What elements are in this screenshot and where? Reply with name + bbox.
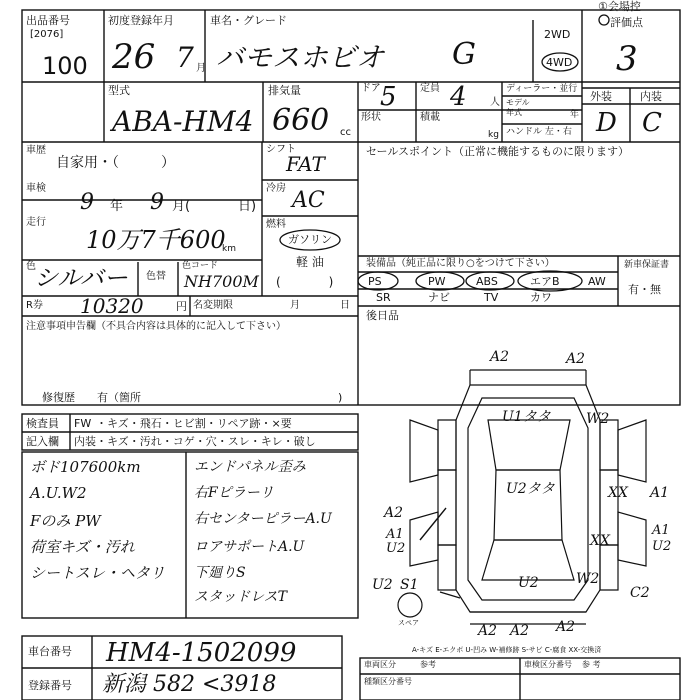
drive-4wd: 4WD [546, 56, 573, 69]
registration-label: 登録番号 [28, 679, 72, 692]
remark-left-3: Fのみ PW [30, 512, 101, 530]
remark-right-1: エンドパネル歪み [194, 459, 306, 475]
equipment-ps: PS [368, 275, 382, 288]
equipment-tv: TV [484, 291, 499, 304]
shift: FAT [286, 152, 325, 176]
diagram-mark: A2 [510, 623, 530, 639]
diagram-mark: A2 [490, 349, 510, 365]
usage-value: 自家用・（ ） [56, 155, 175, 171]
diagram-mark: A2 [566, 351, 586, 367]
chassis-number: HM4-1502099 [106, 638, 297, 668]
inspection-month: 9 [150, 190, 164, 215]
ac-label: 冷房 [266, 183, 286, 194]
diagram-mark: A1 [652, 523, 670, 538]
equipment-abs: ABS [476, 275, 498, 288]
capacity-label: 定員 [420, 83, 440, 94]
inspector-row-2: ・キズ・汚れ・コゲ・穴・スレ・キレ・破し [96, 435, 316, 448]
inspection-label: 車検 [26, 183, 46, 194]
diagram-mark: A1 [650, 485, 670, 501]
color-change-label: 色替 [146, 271, 166, 282]
handle-label: ハンドル 左・右 [506, 127, 572, 137]
diesel: 軽 油 [296, 255, 324, 269]
inspector-row-2-prefix: 内装 [74, 435, 96, 448]
color-no-label: 色コード [182, 261, 219, 271]
spare-tire-label: スペア [398, 619, 419, 627]
inspection-month-unit: 月( [172, 199, 191, 214]
inspector-row-1: ・キズ・飛石・ヒビ割・リペア跡・×要 [96, 417, 292, 430]
diagram-mark: U2 [518, 575, 539, 591]
repair-history-close: ) [338, 391, 343, 404]
diagram-mark: U1タタ [502, 409, 551, 425]
inspection-year-unit: 年 [110, 199, 124, 214]
grade: G [452, 37, 476, 72]
first-registration-year: 26 [112, 37, 156, 77]
mileage: 10万7千600 [86, 226, 226, 254]
dealer-label: ディーラー・並行 [506, 84, 578, 94]
warranty-label: 新車保証書 [624, 260, 670, 270]
first-registration-month-unit: 月 [196, 63, 206, 74]
capacity: 4 [450, 82, 467, 112]
equipment-pw: PW [428, 275, 446, 288]
inspection-kind-label: 車検区分番号 [524, 660, 572, 669]
diagram-mark: A2 [478, 623, 498, 639]
r-yen: 円 [176, 300, 187, 313]
color-no: NH700M [184, 272, 259, 291]
remark-right-4: ロアサポートA.U [194, 539, 305, 555]
name-change-label: 名変期限 [193, 300, 233, 311]
equipment-navi: ナビ [428, 291, 450, 304]
remark-left-4: 荷室キズ・汚れ [30, 538, 135, 556]
lot-number: 100 [42, 52, 88, 80]
later-items-label: 後日品 [366, 309, 399, 322]
equipment-sr: SR [376, 291, 391, 304]
usage-label: 車歴 [26, 145, 46, 156]
model-year-unit: 年 [570, 110, 580, 120]
shape-label: 形状 [361, 112, 381, 123]
inspector-label-2: 記入欄 [26, 435, 59, 448]
diagram-mark: S1 [400, 577, 419, 593]
damage-legend: A-キズ E-エクボ U-凹み W-補修跡 S-サビ C-腐食 XX-交換済 [412, 646, 602, 654]
interior-grade: C [642, 108, 662, 138]
remark-right-2: 右Fピラーリ [194, 485, 274, 501]
vehicle-category-label: 車両区分 [364, 660, 396, 669]
remark-right-6: スタッドレスT [194, 589, 287, 605]
doors: 5 [380, 82, 397, 112]
displacement-label: 排気量 [268, 84, 301, 97]
venue-label: ①会場控 [598, 0, 641, 13]
diagram-mark: A2 [556, 619, 576, 635]
first-registration-label: 初度登録年月 [108, 14, 174, 27]
model-year-label: モデル [506, 98, 530, 107]
lot-number-small: [2076] [30, 29, 64, 40]
equipment-aw: AW [588, 275, 606, 288]
vehicle-category-reference: 参考 [420, 660, 436, 669]
registration-number: 新潟 582 <3918 [102, 672, 277, 697]
shift-label: シフト [266, 144, 296, 155]
inspection-year: 9 [80, 190, 94, 215]
inspector-fw: FW [74, 417, 92, 430]
equipment-leather: カワ [530, 291, 552, 304]
capacity-unit: 人 [490, 97, 500, 108]
diagram-mark: W2 [586, 411, 610, 427]
inspector-label-1: 検査員 [26, 417, 59, 430]
equipment-label: 装備品（純正品に限り○をつけて下さい） [366, 258, 555, 269]
drive-2wd: 2WD [544, 28, 571, 41]
remark-left-5: シートスレ・ヘタリ [30, 564, 165, 582]
doors-label: ドア [361, 83, 381, 94]
diagram-mark: U2 [372, 577, 393, 593]
model: ABA-HM4 [112, 105, 254, 138]
first-registration-month: 7 [176, 41, 194, 74]
repair-history-label: 修復歴 有（箇所 [42, 391, 141, 404]
fuel-label: 燃料 [266, 219, 286, 230]
chassis-label: 車台番号 [28, 645, 72, 658]
kg-unit: kg [488, 130, 499, 140]
diagram-mark: U2 [386, 541, 406, 556]
diagram-mark: U2タタ [506, 481, 555, 497]
fuel-paren: ( ) [276, 275, 334, 289]
load-label: 積載 [420, 112, 440, 123]
exterior-label: 外装 [590, 90, 612, 103]
ac: AC [292, 188, 325, 213]
remark-right-5: 下廻りS [194, 565, 246, 581]
color: シルバー [34, 264, 128, 292]
exterior-grade: D [596, 108, 617, 138]
mileage-label: 走行 [26, 217, 46, 228]
diagram-mark: XX [590, 533, 610, 549]
diagram-mark: XX [608, 485, 628, 501]
model-label: 型式 [108, 84, 130, 97]
sales-point-label: セールスポイント（正常に機能するものに限ります） [366, 145, 630, 158]
fuel: ガソリン [288, 233, 332, 246]
name-change-day: 日 [340, 300, 350, 311]
diagram-mark: A2 [384, 505, 404, 521]
diagram-mark: A1 [386, 527, 404, 542]
lot-number-label: 出品番号 [26, 14, 70, 27]
remark-right-3: 右センターピラーA.U [194, 511, 332, 527]
score-label: 評価点 [610, 16, 643, 29]
diagram-mark: C2 [630, 585, 650, 601]
inspection-day-unit: 日) [238, 199, 257, 214]
type-class-label: 種類区分番号 [364, 677, 412, 686]
displacement: 660 [272, 103, 330, 138]
car-grade-label: 車名・グレード [210, 14, 287, 27]
diagram-mark: W2 [576, 571, 600, 587]
model-year-label-2: 年式 [506, 108, 522, 117]
cc-unit: cc [340, 127, 351, 138]
r-value: 10320 [80, 294, 144, 318]
r-label: R券 [26, 300, 43, 311]
name-change-month: 月 [290, 300, 300, 311]
diagram-mark: U2 [652, 539, 672, 554]
remark-left-1: ボド107600km [30, 458, 141, 476]
inspection-kind-reference: 参 考 [582, 660, 601, 669]
color-label: 色 [26, 261, 36, 272]
notes-label: 注意事項申告欄（不具合内容は具体的に記入して下さい） [26, 321, 286, 332]
score: 3 [616, 39, 638, 79]
car-name: バモスホビオ [216, 41, 385, 74]
mileage-km: km [222, 244, 236, 254]
equipment-airbag: エアB [530, 275, 560, 288]
interior-label: 内装 [640, 90, 662, 103]
warranty-value: 有・無 [628, 283, 661, 296]
remark-left-2: A.U.W2 [30, 484, 87, 502]
